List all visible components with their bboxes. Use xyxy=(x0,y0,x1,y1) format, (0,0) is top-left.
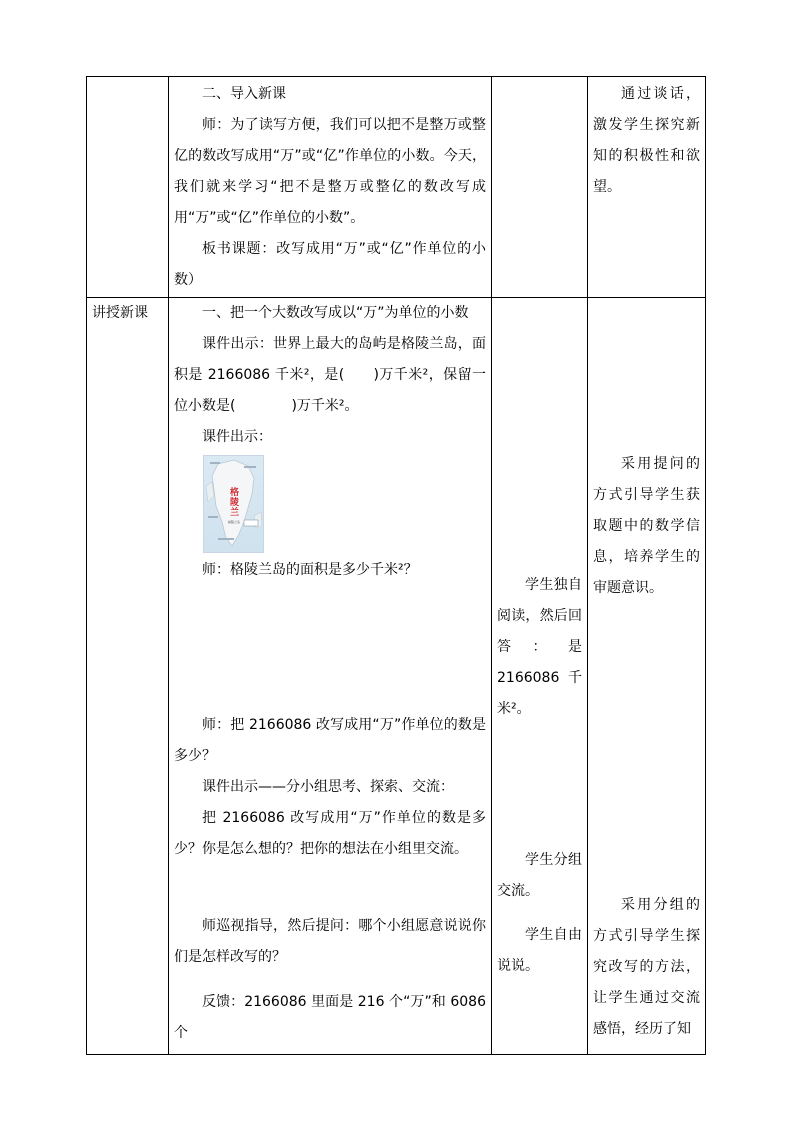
intro-teacher-speech: 师：为了读写方便，我们可以把不是整万或整亿的数改写成用“万”或“亿”作单位的小数。今天，我们就来学习“把不是整万或整亿的数改写成用“万”或“亿”作单位的小数”。 xyxy=(174,117,486,226)
intent-questioning: 采用提问的方式引导学生获取题中的数学信息，培养学生的审题意识。 xyxy=(593,456,700,596)
intent-cell-teaching xyxy=(588,298,706,1055)
content-cell-intro xyxy=(169,77,492,298)
intent-cell-intro xyxy=(588,77,706,298)
teacher-question-convert: 师：把 2166086 改写成用“万”作单位的数是多少？ xyxy=(174,717,486,764)
feedback-text: 反馈：2166086 里面是 216 个“万”和 6086 个 xyxy=(174,994,486,1041)
intent-group-method: 采用分组的方式引导学生探究改写的方法，让学生通过交流感悟，经历了知 xyxy=(593,897,700,1037)
intro-intent: 通过谈话，激发学生探究新知的积极性和欲望。 xyxy=(593,86,700,195)
slide-problem: 课件出示：世界上最大的岛屿是格陵兰岛，面积是 2166086 千米²，是( )万千米²，保留一位小数是( )万千米²。 xyxy=(174,336,486,414)
student-group-exchange: 学生分组交流。 xyxy=(497,852,582,899)
teacher-patrol-question: 师巡视指导，然后提问：哪个小组愿意说说你们是怎样改写的？ xyxy=(174,918,486,965)
greenland-map-image xyxy=(203,455,264,553)
slide-group-task-text: 把 2166086 改写成用“万”作单位的数是多少？你是怎么想的？把你的想法在小组里交流。 xyxy=(174,810,486,857)
student-cell-empty xyxy=(492,77,588,298)
table-row xyxy=(87,298,706,1055)
table-row xyxy=(87,77,706,298)
student-free-talk: 学生自由说说。 xyxy=(497,927,582,974)
slide-label: 课件出示： xyxy=(202,429,272,445)
intro-board-title: 板书课题：改写成用“万”或“亿”作单位的小数） xyxy=(174,241,486,288)
content-cell-teaching xyxy=(169,298,492,1055)
lesson-plan-table xyxy=(86,76,706,1055)
map-label-sub: 格陵兰岛 xyxy=(228,520,241,524)
section-title: 一、把一个大数改写成以“万”为单位的小数 xyxy=(202,305,469,321)
stage-cell-teaching xyxy=(87,298,169,1055)
stage-cell-empty xyxy=(87,77,169,298)
student-answer-area: 学生独自阅读，然后回答：是 2166086 千米²。 xyxy=(497,577,582,717)
map-label-name: 格陵兰 xyxy=(230,488,240,518)
teacher-question-area: 师：格陵兰岛的面积是多少千米²？ xyxy=(202,562,418,578)
student-cell-teaching xyxy=(492,298,588,1055)
intro-heading: 二、导入新课 xyxy=(202,86,286,102)
stage-label: 讲授新课 xyxy=(92,305,148,321)
slide-group-task: 课件出示——分小组思考、探索、交流： xyxy=(202,779,454,795)
